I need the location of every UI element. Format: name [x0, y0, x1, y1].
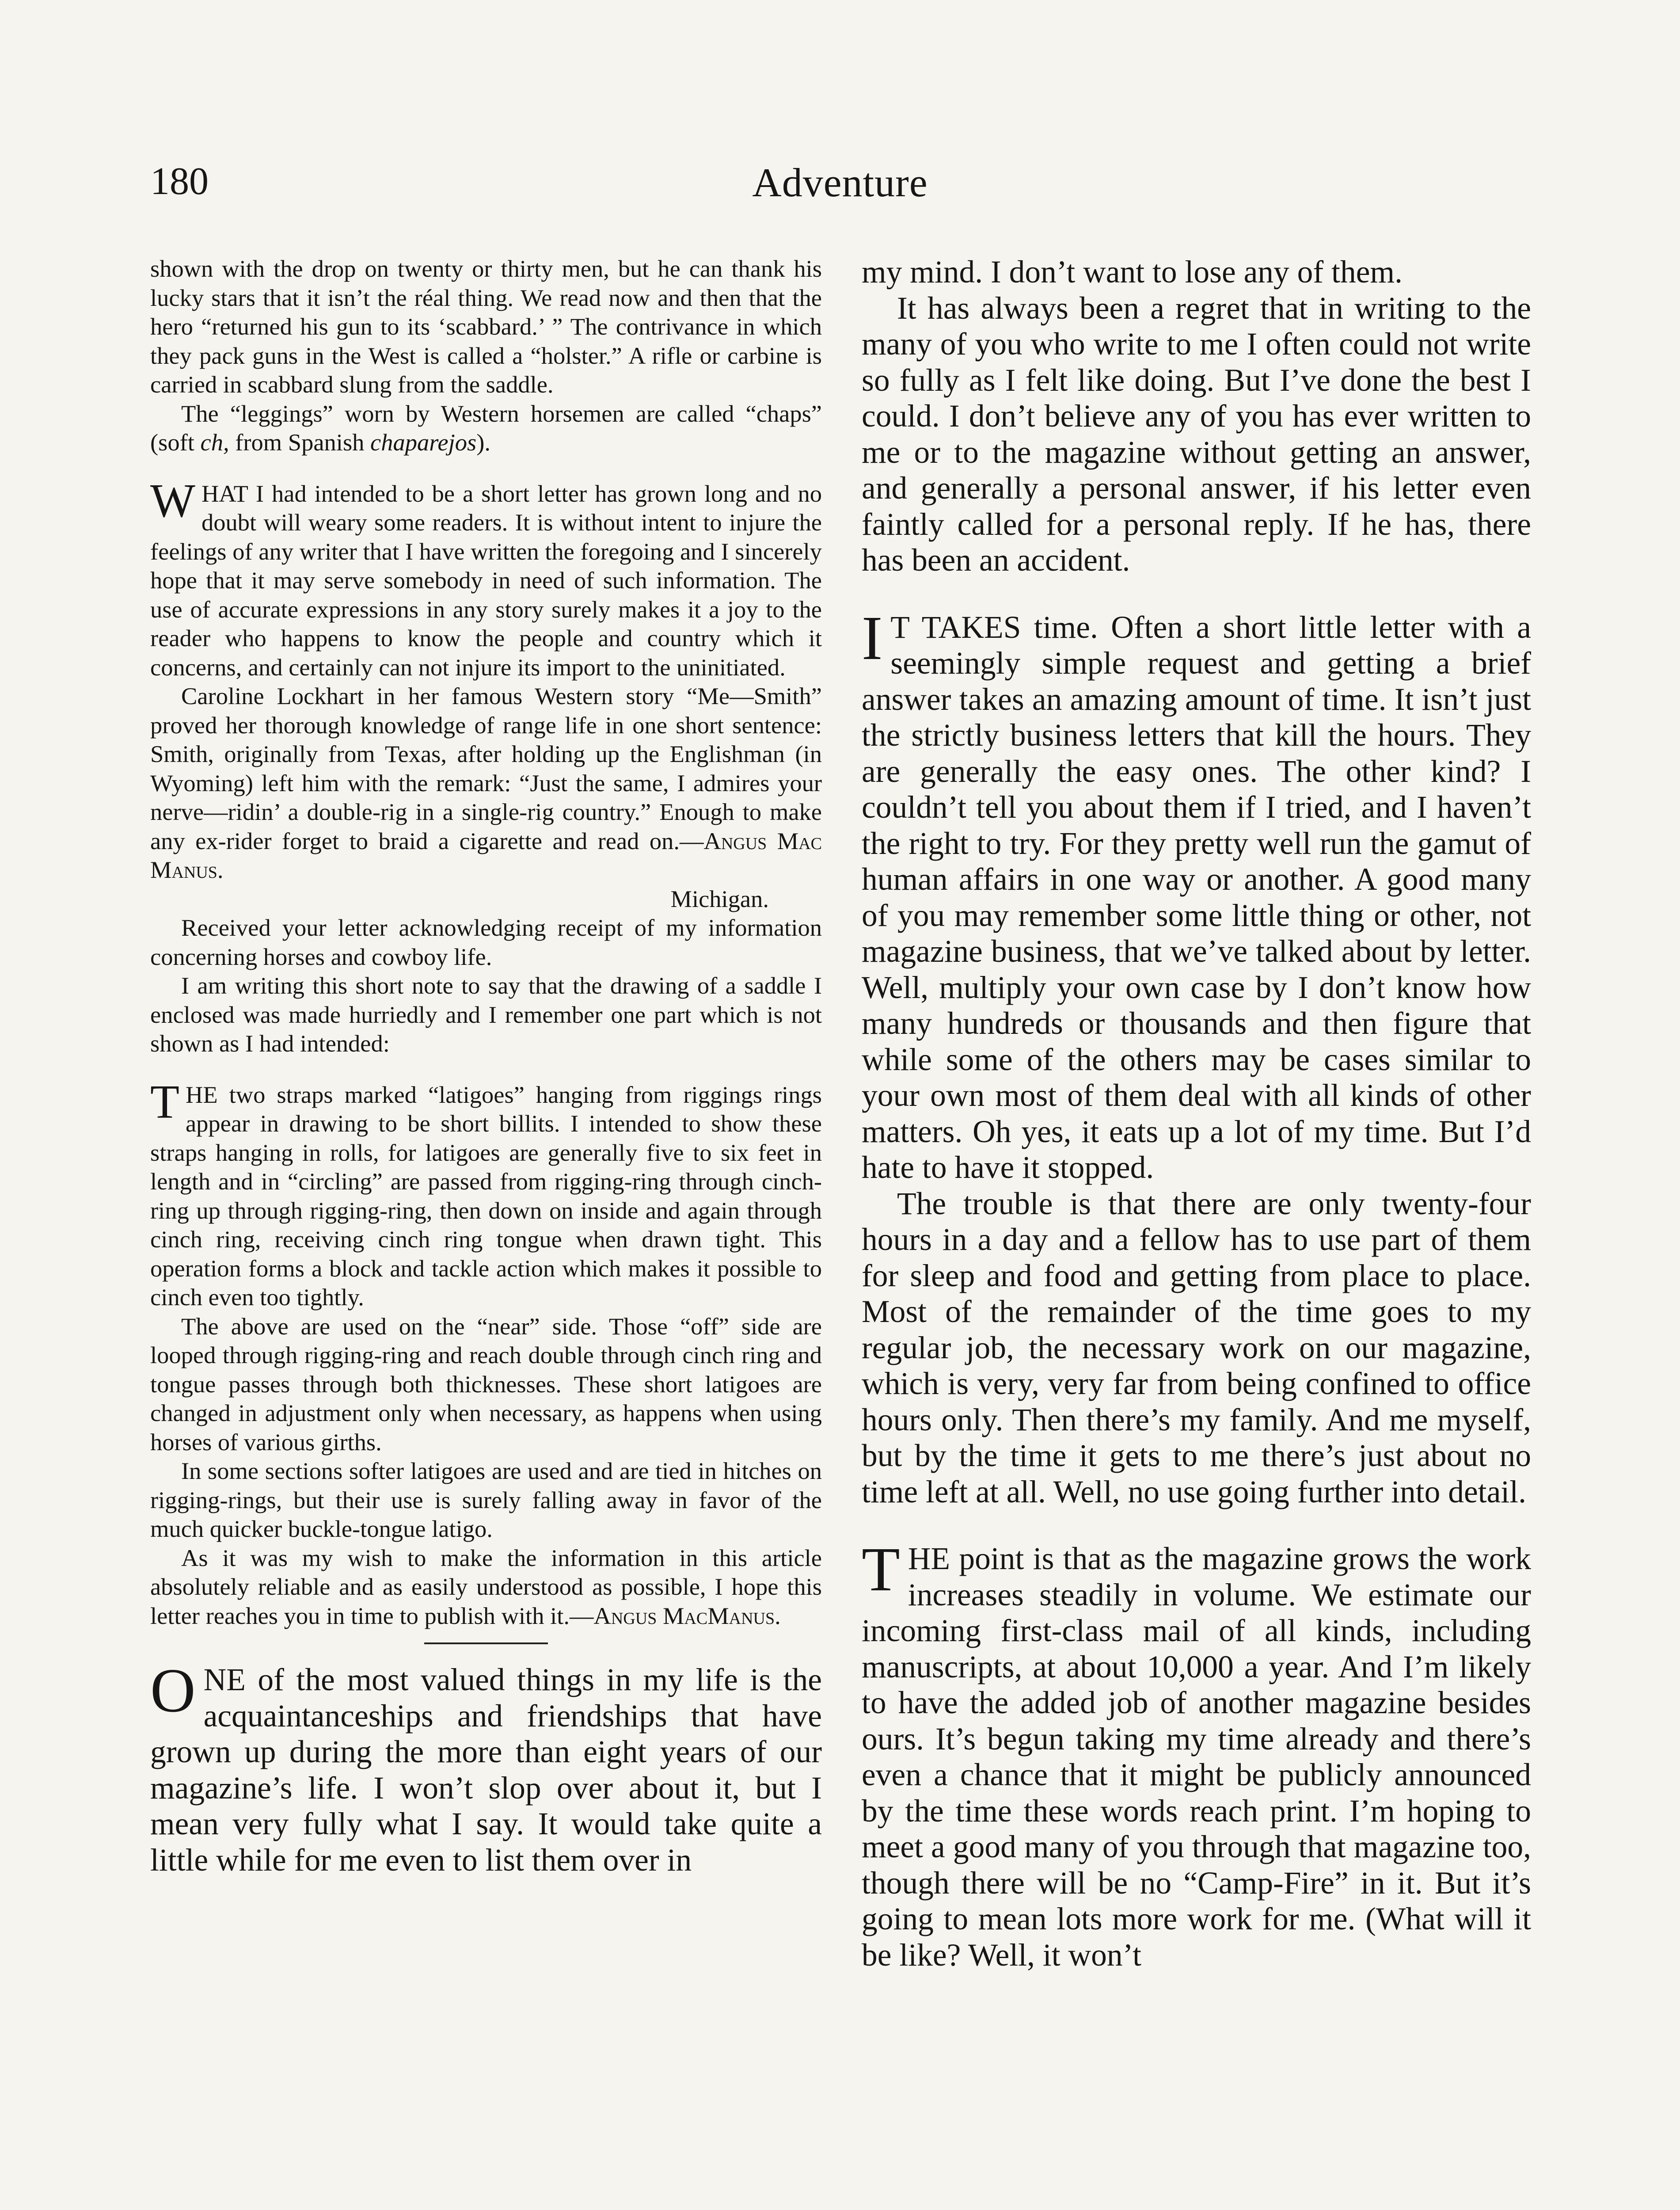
paragraph-drop-cap: THE point is that as the magazine grows the work increases steadily in volume. We estimate our incoming first-class mail of all kinds, including manuscripts, at about 10,000 a year. And I’m likely to have the added job of another magazine besides ours. It’s begun taking my time already and there’s even a chance that it might be publicly announced by the time these words reach print. I’m hoping to meet a good many of you through that magazine too, though there will be no “Camp-Fire” in it. But it’s going to mean lots more work for me. (What will it be like? Well, it won’t — [862, 1534, 1531, 1973]
paragraph-drop-cap: I T TAKES time. Often a short little letter with a seemingly simple request and getting a brief answer takes an amazing amount of time. It isn’t just the strictly business letters that kill the hours. They are generally the easy ones. The other kind? I couldn’t tell you about them if I tried, and I haven’t the right to try. For they pretty well run the gamut of human affairs in one way or another. A good many of you may remember some little thing or other, not magazine business, that we’ve talked about by letter. Well, multiply your own case by I don’t know how many hundreds or thousands and then figure that while some of the others may be cases similar to your own most of them deal with all kinds of other matters. Oh yes, it eats up a lot of my time. But I’d hate to have it stopped. — [862, 602, 1531, 1185]
drop-cap: O — [150, 1655, 196, 1725]
paragraph: It has always been a regret that in writing to the many of you who write to me I often could not write so fully as I felt like doing. But I’ve done the best I could. I don’t believe any of you has ever written to me or to the magazine without getting an answer, and generally a personal answer, if his letter even faintly called for a personal reply. If he has, there has been an accident. — [862, 290, 1531, 578]
page-header — [150, 159, 1530, 212]
paragraph: The trouble is that there are only twenty-four hours in a day and a fellow has to use part of them for sleep and food and getting from place to place. Most of the remainder of the time goes to my regular job, the necessary work on our magazine, which is very, very far from being confined to office hours only. Then there’s my family. And me myself, but by the time it gets to me there’s just about no time left at all. Well, no use going further into detail. — [862, 1186, 1531, 1509]
paragraph: In some sections softer latigoes are used and are tied in hitches on rigging-rings, but their use is surely falling away in favor of the much quicker buckle-tongue latigo. — [150, 1457, 822, 1542]
page-number: 180 — [150, 160, 209, 203]
section-divider — [424, 1642, 548, 1644]
paragraph-drop-cap: WHAT I had intended to be a short letter has grown long and no doubt will weary some readers. It is without intent to injure the feelings of any writer that I have written the foregoing and I sincerely hope that it may serve somebody in need of such information. The use of accurate expressions in any story surely makes it a joy to the reader who happens to know the people and country which it concerns, and certainly can not injure its import to the uninitiated. — [150, 474, 822, 681]
paragraph-drop-cap: THE two straps marked “latigoes” hanging from riggings rings appear in drawing to be short billits. I intended to show these straps hanging in rolls, for latigoes are generally five to six feet in length and in “circling” are passed from rigging-ring through cinch-ring up through rigging-ring, then down on inside and again through cinch ring, receiving cinch ring tongue when drawn tight. This operation forms a block and tackle action which makes it possible to cinch even too tightly. — [150, 1075, 822, 1311]
left-column — [150, 254, 822, 1878]
paragraph: I am writing this short note to say that the drawing of a saddle I enclosed was made hurriedly and I remember one part which is not shown as I had intended: — [150, 972, 822, 1057]
paragraph-drop-cap: ONE of the most valued things in my life is the acquaintanceships and friendships that have grown up during the more than eight years of our magazine’s life. I won’t slop over about it, but I mean very fully what I say. It would take quite a little while for me even to list them over in — [150, 1655, 822, 1878]
drop-cap: I — [862, 602, 883, 673]
place-line: Michigan. — [670, 885, 769, 912]
drop-cap: W — [150, 474, 195, 527]
paragraph: The “leggings” worn by Western horsemen are called “chaps” (soft ch, from Spanish chaparejos). — [150, 400, 822, 456]
paragraph: my mind. I don’t want to lose any of them. — [862, 255, 1403, 290]
drop-cap: T — [862, 1534, 900, 1604]
signature: Angus Mac Manus. — [150, 827, 822, 883]
right-column — [862, 254, 1531, 1973]
italic-term: ch, — [200, 429, 229, 456]
signature: Angus MacManus. — [593, 1602, 781, 1629]
letter-section — [150, 254, 822, 1630]
running-title: Adventure — [752, 160, 928, 205]
paragraph: The above are used on the “near” side. Those “off” side are looped through rigging-ring and reach double through cinch ring and tongue passes through both thicknesses. These short latigoes are changed in adjustment only when necessary, as happens when using horses of various girths. — [150, 1312, 822, 1456]
paragraph: As it was my wish to make the information in this article absolutely reliable and as easily understood as possible, I hope this letter reaches you in time to publish with it.—Angus MacManus. — [150, 1544, 822, 1629]
paragraph: Caroline Lockhart in her famous Western story “Me—Smith” proved her thorough knowledge of range life in one short sentence: Smith, originally from Texas, after holding up the Englishman (in Wyoming) left him with the remark: “Just the same, I admires your nerve—ridin’ a double-rig in a single-rig country.” Enough to make any ex-rider forget to braid a cigarette and read on.—Angus Mac Manus. — [150, 682, 822, 883]
drop-cap: T — [150, 1075, 179, 1128]
italic-term: chaparejos — [370, 429, 477, 456]
editorial-section — [150, 1655, 822, 1878]
paragraph: shown with the drop on twenty or thirty men, but he can thank his lucky stars that it isn’t the réal thing. We read now and then that the hero “returned his gun to its ‘scabbard.’ ” The contrivance in which they pack guns in the West is called a “holster.” A rifle or carbine is carried in scabbard slung from the saddle. — [150, 255, 822, 398]
paragraph: Received your letter acknowledging receipt of my information concerning horses and cowboy life. — [150, 914, 822, 970]
